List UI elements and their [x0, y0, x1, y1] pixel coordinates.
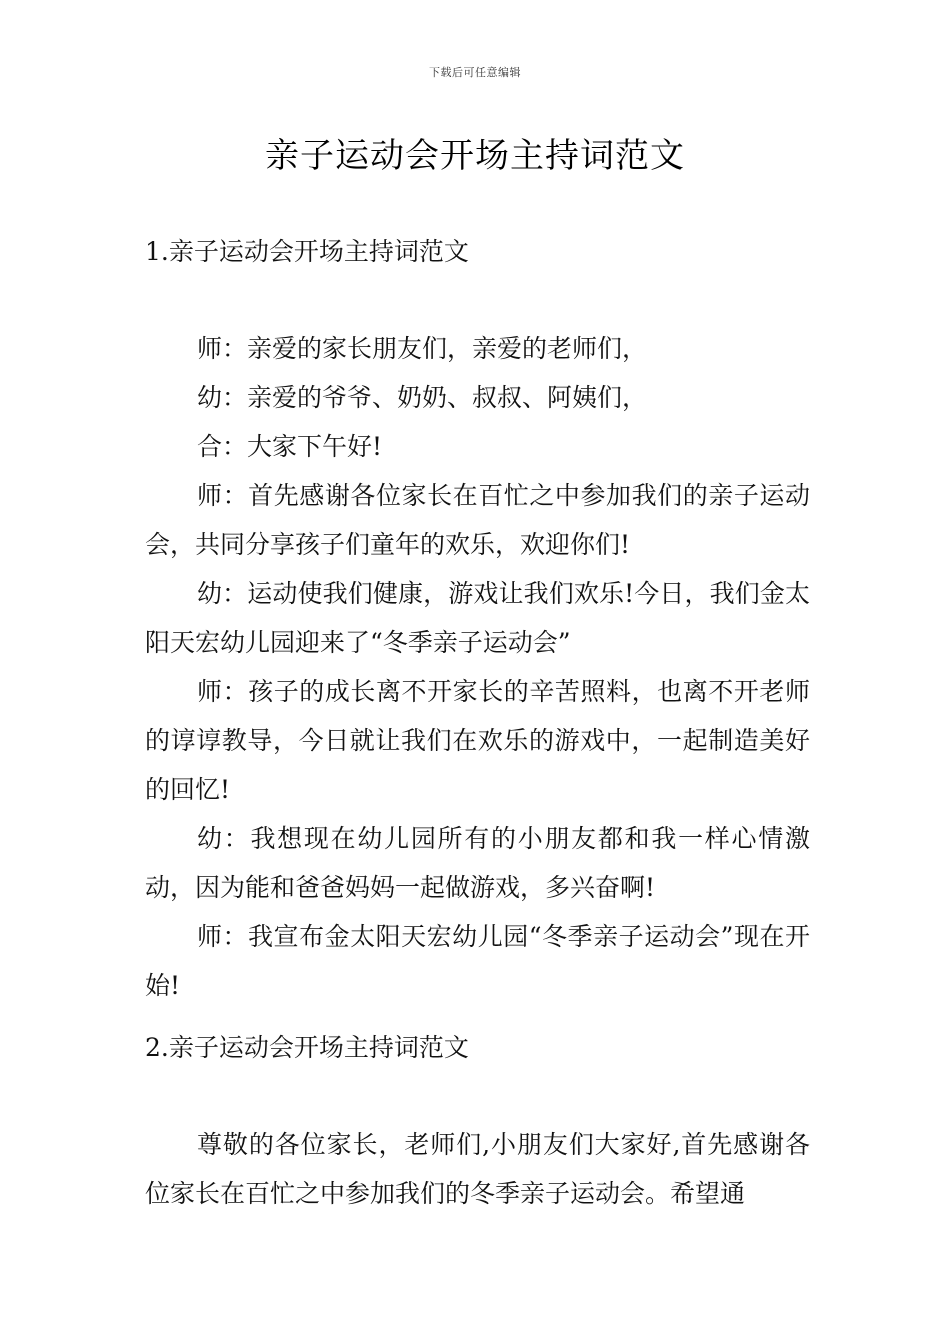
header-note: 下载后可任意编辑 [429, 66, 521, 79]
paragraph: 师：亲爱的家长朋友们，亲爱的老师们， [197, 334, 648, 363]
paragraph: 尊敬的各位家长，老师们,小朋友们大家好,首先感谢各位家长在百忙之中参加我们的冬季亲子运动会。希望通 [145, 1130, 810, 1208]
paragraph: 师：首先感谢各位家长在百忙之中参加我们的亲子运动会，共同分享孩子们童年的欢乐，欢迎你们! [145, 481, 810, 559]
spacer [145, 1072, 810, 1120]
paragraph: 幼：我想现在幼儿园所有的小朋友都和我一样心情激动，因为能和爸爸妈妈一起做游戏，多兴奋啊! [145, 824, 810, 902]
section-2 [145, 1023, 810, 1218]
section-heading: 2.亲子运动会开场主持词范文 [145, 1033, 469, 1062]
document-title: 亲子运动会开场主持词范文 [265, 136, 685, 176]
paragraph: 师：孩子的成长离不开家长的辛苦照料，也离不开老师的谆谆教导，今日就让我们在欢乐的游戏中，一起制造美好的回忆! [145, 677, 810, 804]
paragraph: 幼：亲爱的爷爷、奶奶、叔叔、阿姨们， [197, 383, 648, 412]
section-1 [145, 227, 810, 1010]
section-heading: 1.亲子运动会开场主持词范文 [145, 237, 469, 266]
paragraph: 师：我宣布金太阳天宏幼儿园“冬季亲子运动会”现在开始! [145, 922, 810, 1000]
spacer [145, 276, 810, 324]
paragraph: 合：大家下午好! [197, 432, 383, 461]
paragraph: 幼：运动使我们健康，游戏让我们欢乐!今日，我们金太阳天宏幼儿园迎来了“冬季亲子运动会” [145, 579, 810, 657]
